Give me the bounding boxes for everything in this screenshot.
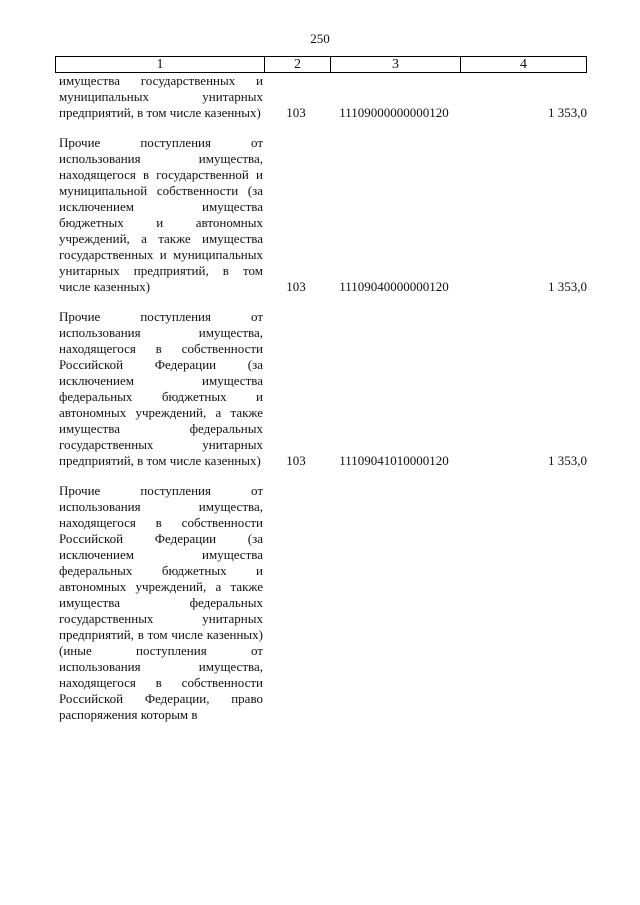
header-cell-3: 3 [330, 57, 460, 72]
header-cell-4: 4 [460, 57, 586, 72]
admin-code: 103 [286, 453, 306, 468]
table-row [55, 309, 587, 469]
kbk-code: 11109000000000120 [339, 105, 449, 120]
income-name: Прочие поступления от использования имущества, находящегося в собственности Российской Федерации (за исключением имущества федеральных бюджетных и автономных учреждений, а также имущества федеральных государственных унитарных предприятий, в том числе казенных) (иные поступления от использования имущества, находящегося в собственности Российской Федерации, право распоряжения которым в [59, 483, 263, 722]
table-header-row [55, 56, 587, 73]
admin-code: 103 [286, 105, 306, 120]
page-number: 250 [310, 31, 330, 46]
kbk-code: 11109041010000120 [339, 453, 449, 468]
income-name: имущества государственных и муниципальных унитарных предприятий, в том числе казенных) [59, 73, 263, 120]
table-row [55, 135, 587, 295]
amount: 1 353,0 [548, 279, 587, 294]
budget-table [55, 56, 587, 723]
header-cell-2: 2 [264, 57, 330, 72]
header-cell-1: 1 [156, 57, 164, 72]
income-name: Прочие поступления от использования имущества, находящегося в собственности Российской Федерации (за исключением имущества федеральных бюджетных и автономных учреждений, а также имущества федеральных государственных унитарных предприятий, в том числе казенных) [59, 309, 263, 468]
amount: 1 353,0 [548, 453, 587, 468]
kbk-code: 11109040000000120 [339, 279, 449, 294]
table-row [55, 483, 587, 723]
table-row [55, 73, 587, 121]
income-name: Прочие поступления от использования имущества, находящегося в государственной и муниципальной собственности (за исключением имущества бюджетных и автономных учреждений, а также имущества государственных и муниципальных унитарных предприятий, в том числе казенных) [59, 135, 263, 294]
admin-code: 103 [286, 279, 306, 294]
amount: 1 353,0 [548, 105, 587, 120]
